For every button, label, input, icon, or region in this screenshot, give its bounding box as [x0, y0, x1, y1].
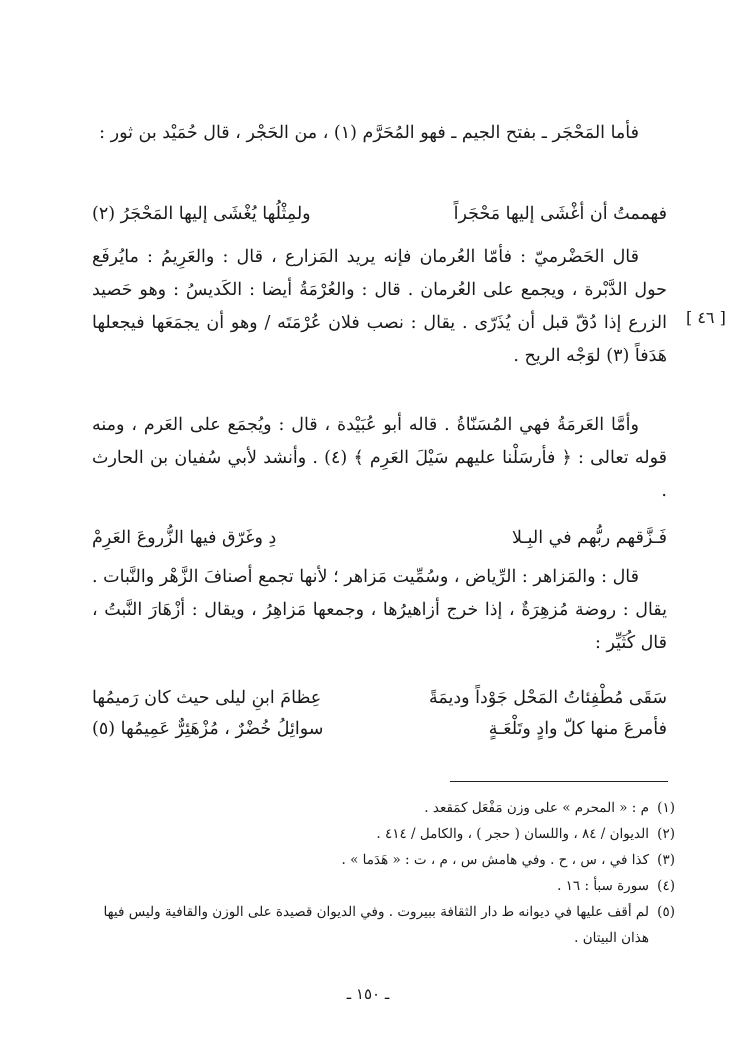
footnote-text: الديوان / ٨٤ ، واللسان ( حجر ) ، والكامل / ٤١٤ . [376, 826, 649, 842]
footnote-divider [450, 781, 668, 782]
verse-2 [92, 523, 667, 554]
verse-hemistich-left: سوائِلُ خُضْرٌ ، مُزْهَئِرٌّ عَمِيمُها (٥) [92, 719, 324, 739]
paragraph: قال الحَضْرميّ : فأمّا العُرمان فإنه يريد المَزارع ، قال : والعَرِيمُ : مايُرفَع حول الدَّبْرة ، ويجمع على العُرمان . قال : والعُرْمَةُ أيضا : الكَديسُ : وهو حَصيد الزرع إذا دُقّ قبل أن يُذَرّى . يقال : نصب فلان عُرْمَتَه / وهو أن يجمَعَها فيجعلها هَدَفاً (٣) لوَجْه الريح . [92, 247, 667, 366]
footnote-number: (٤) [657, 878, 675, 894]
paragraph: قال : والمَزاهر : الرِّياض ، وسُمِّيت مَزاهر ؛ لأنها تجمع أصنافَ الزَّهْر والنَّبات . يقال : روضة مُزهِرَةٌ ، إذا خرج أزاهيرُها ، وجمعها مَزاهِرُ ، ويقال : أزْهَارَ النَّبتُ ، قال كُثَيِّر : [92, 567, 667, 653]
verse-3-4 [92, 683, 667, 745]
footnote-number: (٣) [657, 852, 675, 868]
footnote-number: (١) [657, 800, 675, 816]
footnote [92, 795, 675, 821]
paragraph-1-block [92, 117, 667, 150]
verse-1 [92, 199, 667, 230]
footnote-text: كذا في ، س ، ح . وفي هامش س ، م ، ت : « هَدَما » . [341, 852, 649, 868]
footnote [92, 847, 675, 873]
paragraph: وأمَّا العَرمَةُ فهي المُسَنّاةُ . قاله أبو عُبَيْدة ، قال : ويُجمَع على العَرم ، ومنه قوله تعالى : ﴿ فأرسَلْنا عليهم سَيْلَ العَرِم ﴾ (٤) . وأنشد لأبي سُفيان بن الحارث . [92, 415, 667, 501]
verse-hemistich-left: عِظامَ ابنِ ليلى حيث كان رَميمُها [92, 688, 322, 708]
verse-hemistich-right: سَقَى مُطْفِئاتُ المَحْل جَوْداً وديمَةً [428, 688, 667, 708]
footnote-text: م : « المحرم » على وزن مَفْعَل كمَقعد . [424, 800, 649, 816]
footnote-text: لم أقف عليها في ديوانه ط دار الثقافة ببيروت . وفي الديوان قصيدة على الوزن والقافية وليس فيها هذان البيتان . [103, 904, 649, 946]
footnote-number: (٢) [657, 826, 675, 842]
page-number: ـ ١٥٠ ـ [346, 985, 390, 1003]
verse-hemistich-left: دِ وغَرّق فيها الزُّروعَ العَرِمْ [92, 528, 277, 548]
footnotes [92, 795, 675, 951]
verse-hemistich-right: فَـزَّقهم ربُّهم في البِـلا [512, 528, 667, 548]
footnote [92, 899, 675, 951]
verse-hemistich-left: ولمِثْلُها يُغْشَى إليها المَحْجَرُ (٢) [92, 204, 311, 224]
verse-hemistich-right: فهممتُ أن أغْشَى إليها مَحْجَراً [453, 204, 667, 224]
paragraph: فأما المَحْجَر ـ بفتح الجيم ـ فهو المُحَرَّم (١) ، من الحَجْر ، قال حُمَيْد بن ثور : [99, 123, 639, 143]
paragraph-4-block [92, 561, 667, 660]
footnote-number: (٥) [657, 904, 675, 920]
margin-page-reference: [ ٤٦ ] [686, 308, 726, 327]
footnote [92, 873, 675, 899]
verse-hemistich-right: فأمرعَ منها كلّ وادٍ وتَلْعَـةٍ [488, 719, 667, 739]
footnote-text: سورة سبأ : ١٦ . [557, 878, 649, 894]
paragraph-3-block [92, 409, 667, 508]
footnote [92, 821, 675, 847]
paragraph-2-block [92, 241, 667, 373]
